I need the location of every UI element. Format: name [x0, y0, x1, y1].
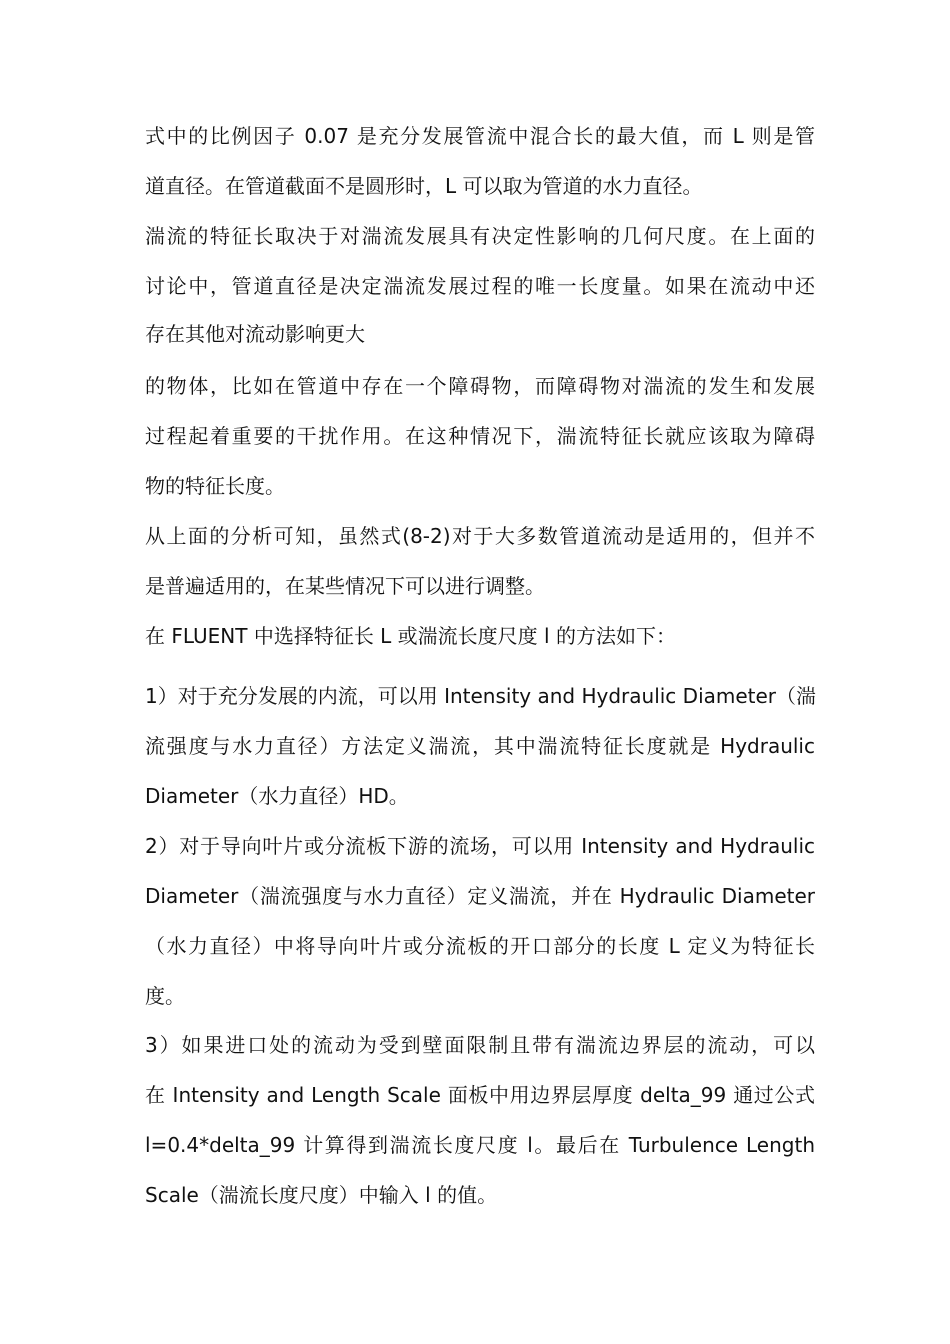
text-line: 3）如果进口处的流动为受到壁面限制且带有湍流边界层的流动，可以: [145, 1033, 815, 1057]
text-line: 道直径。在管道截面不是圆形时，L 可以取为管道的水力直径。: [145, 174, 703, 198]
text-line: 2）对于导向叶片或分流板下游的流场，可以用 Intensity and Hydraulic: [145, 834, 815, 858]
text-line: 讨论中，管道直径是决定湍流发展过程的唯一长度量。如果在流动中还: [145, 274, 815, 298]
text-line: 在 Intensity and Length Scale 面板中用边界层厚度 delta_99 通过公式: [145, 1083, 815, 1107]
text-line: 从上面的分析可知，虽然式(8-2)对于大多数管道流动是适用的，但并不: [145, 524, 815, 548]
text-line: Scale（湍流长度尺度）中输入 l 的值。: [145, 1183, 498, 1207]
text-line: 的物体，比如在管道中存在一个障碍物，而障碍物对湍流的发生和发展: [145, 374, 815, 398]
text-line: 流强度与水力直径）方法定义湍流，其中湍流特征长度就是 Hydraulic: [145, 734, 815, 758]
text-line: Diameter（水力直径）HD。: [145, 784, 409, 808]
text-line: 是普遍适用的，在某些情况下可以进行调整。: [145, 574, 545, 598]
text-line: 在 FLUENT 中选择特征长 L 或湍流长度尺度 l 的方法如下：: [145, 624, 676, 648]
text-line: l=0.4*delta_99 计算得到湍流长度尺度 l。最后在 Turbulence Length: [145, 1133, 815, 1157]
text-line: 式中的比例因子 0.07 是充分发展管流中混合长的最大值，而 L 则是管: [145, 124, 815, 148]
text-line: 度。: [145, 984, 185, 1008]
text-line: （水力直径）中将导向叶片或分流板的开口部分的长度 L 定义为特征长: [145, 934, 815, 958]
text-line: 1）对于充分发展的内流，可以用 Intensity and Hydraulic Diameter（湍: [145, 684, 817, 708]
text-line: 存在其他对流动影响更大: [145, 322, 365, 346]
text-line: 过程起着重要的干扰作用。在这种情况下，湍流特征长就应该取为障碍: [145, 424, 815, 448]
text-line: 物的特征长度。: [145, 474, 285, 498]
text-line: 湍流的特征长取决于对湍流发展具有决定性影响的几何尺度。在上面的: [145, 224, 815, 248]
text-line: Diameter（湍流强度与水力直径）定义湍流，并在 Hydraulic Diameter: [145, 884, 815, 908]
